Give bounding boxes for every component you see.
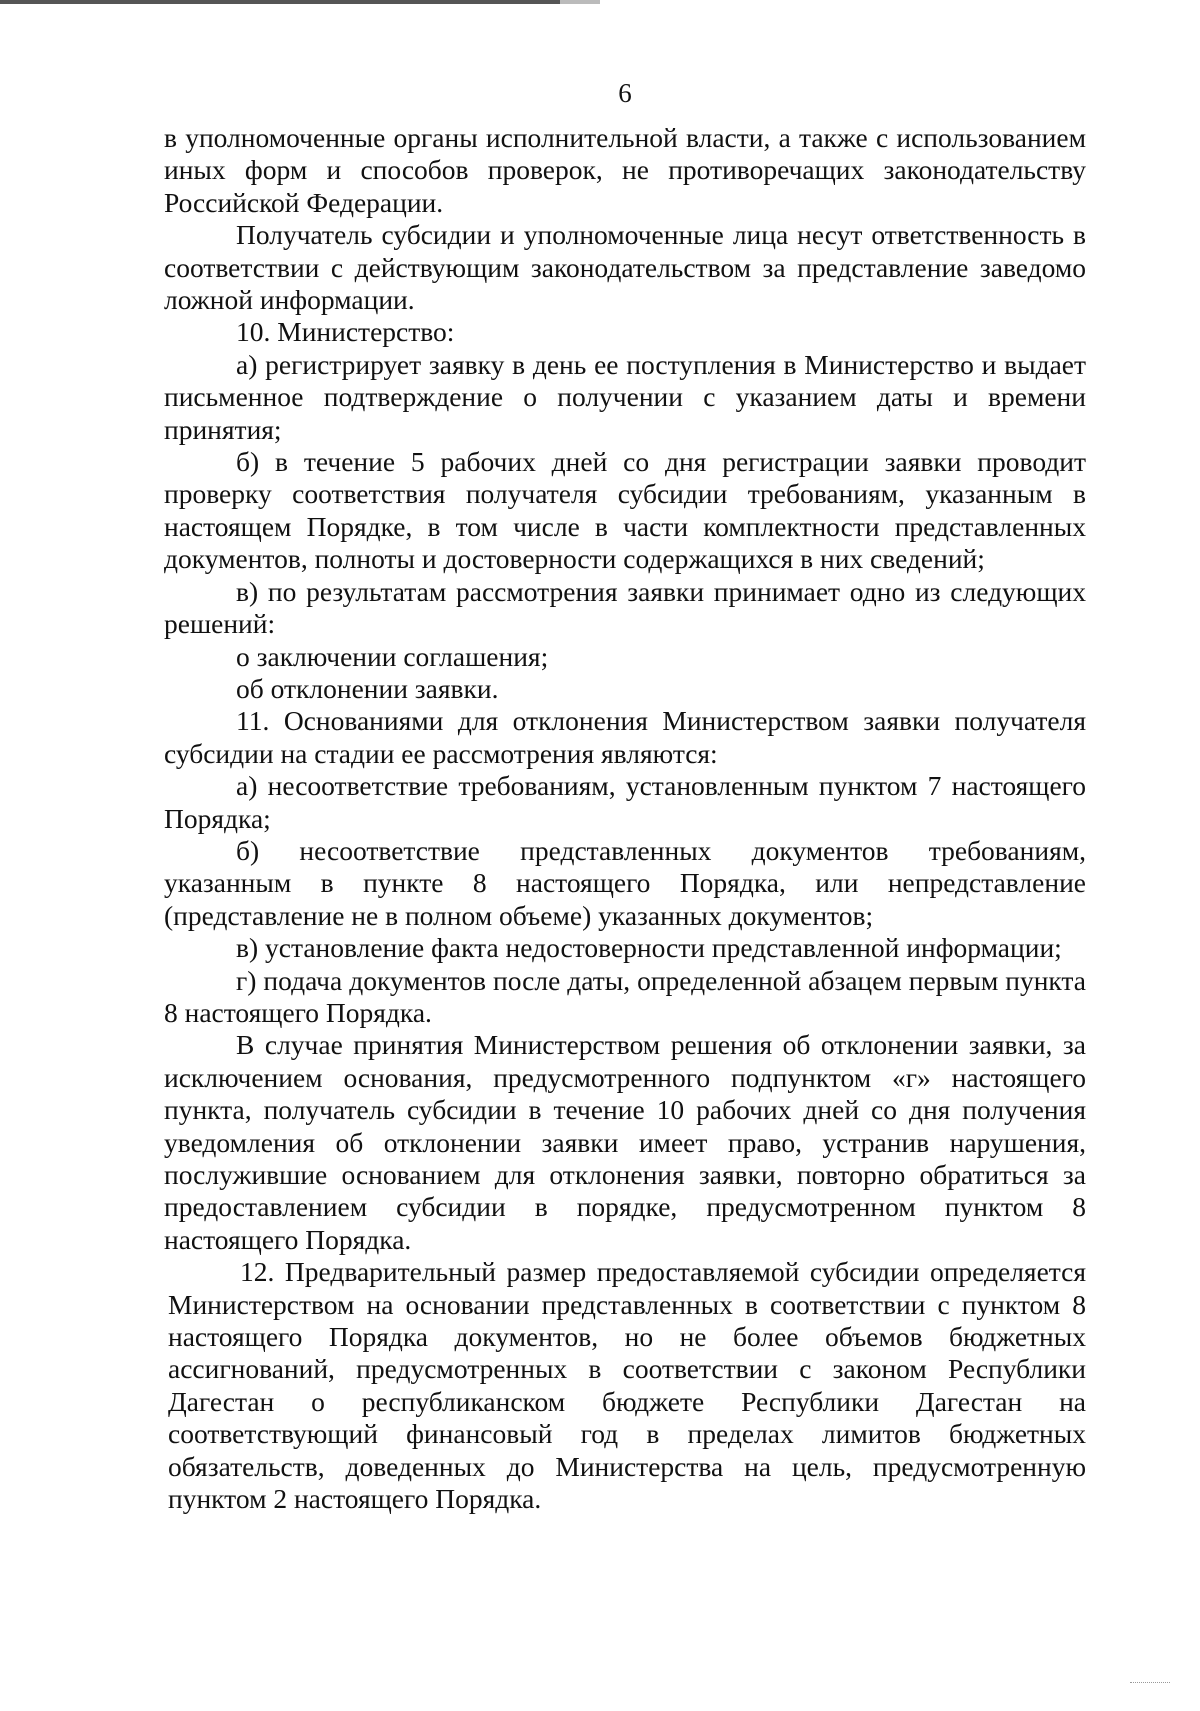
- scan-edge-line: [0, 0, 1200, 4]
- paragraph-item-11-heading: 11. Основаниями для отклонения Министерством заявки получателя субсидии на стадии ее рассмотрения являются:: [164, 705, 1086, 769]
- paragraph-item-11-v: в) установление факта недостоверности представленной информации;: [236, 932, 1062, 964]
- paragraph-item-11-g: г) подача документов после даты, определенной абзацем первым пункта 8 настоящего Порядка.: [164, 964, 1086, 1028]
- paragraph-item-10-a: а) регистрирует заявку в день ее поступления в Министерство и выдает письменное подтверждение о получении с указанием даты и времени принятия;: [164, 348, 1086, 445]
- paragraph-continuation: в уполномоченные органы исполнительной власти, а также с использованием иных форм и способов проверок, не противоречащих законодательству Российской Федерации.: [164, 122, 1086, 218]
- paragraph-item-11-a: а) несоответствие требованиям, установленным пунктом 7 настоящего Порядка;: [164, 770, 1086, 834]
- scan-speck: [1130, 1676, 1170, 1683]
- paragraph-item-10-v: в) по результатам рассмотрения заявки принимает одно из следующих решений:: [164, 575, 1086, 640]
- paragraph-decision-agreement: о заключении соглашения;: [236, 640, 549, 672]
- paragraph-item-10-heading: 10. Министерство:: [236, 316, 455, 348]
- document-body: [164, 122, 1086, 1515]
- paragraph-item-10-b: б) в течение 5 рабочих дней со дня регистрации заявки проводит проверку соответствия получателя субсидии требованиям, указанным в настоящем Порядке, в том числе в части комплектности представленных документов, полноты и достоверности содержащихся в них сведений;: [164, 446, 1086, 575]
- paragraph-item-12: 12. Предварительный размер предоставляемой субсидии определяется Министерством на основании представленных в соответствии с пунктом 8 настоящего Порядка документов, но не более объемов бюджетных ассигнований, предусмотренных в соответствии с законом Республики Дагестан о республиканском бюджете Республики Дагестан на соответствующий финансовый год в пределах лимитов бюджетных обязательств, доведенных до Министерства на цель, предусмотренную пунктом 2 настоящего Порядка.: [168, 1256, 1086, 1515]
- paragraph-decision-rejection: об отклонении заявки.: [236, 672, 499, 704]
- paragraph-rejection-appeal: В случае принятия Министерством решения об отклонении заявки, за исключением основания, предусмотренного подпунктом «г» настоящего пункта, получатель субсидии в течение 10 рабочих дней со дня получения уведомления об отклонении заявки имеет право, устранив нарушения, послужившие основанием для отклонения заявки, повторно обратиться за предоставлением субсидии в порядке, предусмотренном пунктом 8 настоящего Порядка.: [164, 1029, 1086, 1255]
- paragraph-item-11-b: б) несоответствие представленных документов требованиям, указанным в пункте 8 настоящего Порядка, или непредставление (представление не в полном объеме) указанных документов;: [164, 834, 1086, 931]
- page-number: 6: [618, 78, 632, 108]
- paragraph-responsibility: Получатель субсидии и уполномоченные лица несут ответственность в соответствии с действующим законодательством за представление заведомо ложной информации.: [164, 219, 1086, 316]
